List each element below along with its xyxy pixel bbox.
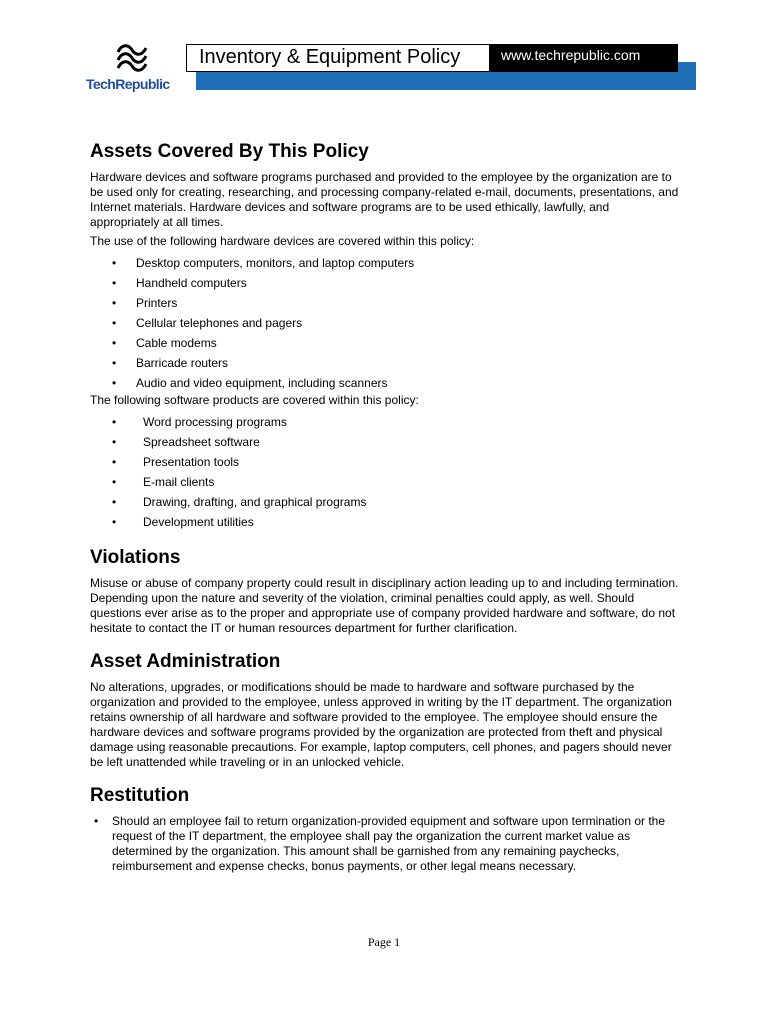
- assets-heading: Assets Covered By This Policy: [90, 141, 369, 162]
- violations-body: Misuse or abuse of company property could result in disciplinary action leading up to and including termination. Depending upon the nature and severity of the violation, criminal penalties could apply, as well. Should questions ever arise as to the proper and appropriate use of company provided hardware and software, do not hesitate to contact the IT or human resources department for further clarification.: [90, 576, 679, 635]
- violations-heading: Violations: [90, 547, 181, 568]
- administration-body: No alterations, upgrades, or modifications should be made to hardware and software purchased by the organization and provided to the employee, unless approved in writing by the IT department. The organization retains ownership of all hardware and software provided to the employee. The employee should ensure the hardware devices and software programs provided by the organization are protected from theft and physical damage using reasonable precautions. For example, laptop computers, cell phones, and pagers should never be left unattended while traveling or in an unlocked vehicle.: [90, 680, 672, 769]
- restitution-body: Should an employee fail to return organization-provided equipment and software upon termination or the request of the IT department, the employee shall pay the organization the current market value as determined by the organization. This amount shall be garnished from any remaining paychecks, reimbursement and expense checks, bonus payments, or other legal means necessary.: [112, 814, 666, 873]
- list-item: • Desktop computers, monitors, and laptop computers: [112, 256, 415, 270]
- section-restitution: [90, 784, 680, 874]
- document-body: [90, 140, 680, 888]
- section-violations: [90, 546, 680, 636]
- list-item: • Word processing programs: [112, 415, 287, 429]
- restitution-heading: Restitution: [90, 785, 190, 806]
- page-number: Page 1: [367, 935, 401, 949]
- document-title: Inventory & Equipment Policy: [199, 46, 461, 68]
- list-item: • Audio and video equipment, including scanners: [112, 376, 388, 390]
- list-item: • Printers: [112, 296, 178, 310]
- logo-wordmark: TechRepublic: [86, 76, 170, 92]
- list-item: • Drawing, drafting, and graphical programs: [112, 495, 367, 509]
- list-item: • Presentation tools: [112, 455, 240, 469]
- section-administration: [90, 650, 680, 770]
- list-item: • Cable modems: [112, 336, 217, 350]
- software-list: [90, 412, 680, 532]
- assets-intro: Hardware devices and software programs purchased and provided to the employee by the organization are to be used only for creating, researching, and processing company-related e-mail, documents, presentations, and Internet materials. Hardware devices and software programs are to be used ethically, lawfully, and appropriately at all times.: [90, 170, 679, 229]
- list-item: • Barricade routers: [112, 356, 229, 370]
- wave-logo-icon: [114, 42, 154, 76]
- list-item: • Cellular telephones and pagers: [112, 316, 303, 330]
- software-intro: The following software products are covered within this policy:: [90, 393, 419, 407]
- header-bar: [186, 44, 678, 72]
- hardware-list: [90, 253, 680, 393]
- techrepublic-logo: [86, 42, 190, 94]
- hardware-intro: The use of the following hardware devices are covered within this policy:: [90, 234, 475, 248]
- list-item: • Spreadsheet software: [112, 435, 260, 449]
- restitution-item: • Should an employee fail to return organization-provided equipment and software upon termination or the request of the IT department, the employee shall pay the organization the current market value as determined by the organization. This amount shall be garnished from any remaining paychecks, reimbursement and expense checks, bonus payments, or other legal means necessary.: [94, 814, 666, 873]
- list-item: • Development utilities: [112, 515, 254, 529]
- list-item: • E-mail clients: [112, 475, 215, 489]
- header-url[interactable]: www.techrepublic.com: [501, 47, 641, 63]
- list-item: • Handheld computers: [112, 276, 247, 290]
- url-box: [489, 45, 677, 71]
- administration-heading: Asset Administration: [90, 651, 281, 672]
- section-assets: [90, 140, 680, 532]
